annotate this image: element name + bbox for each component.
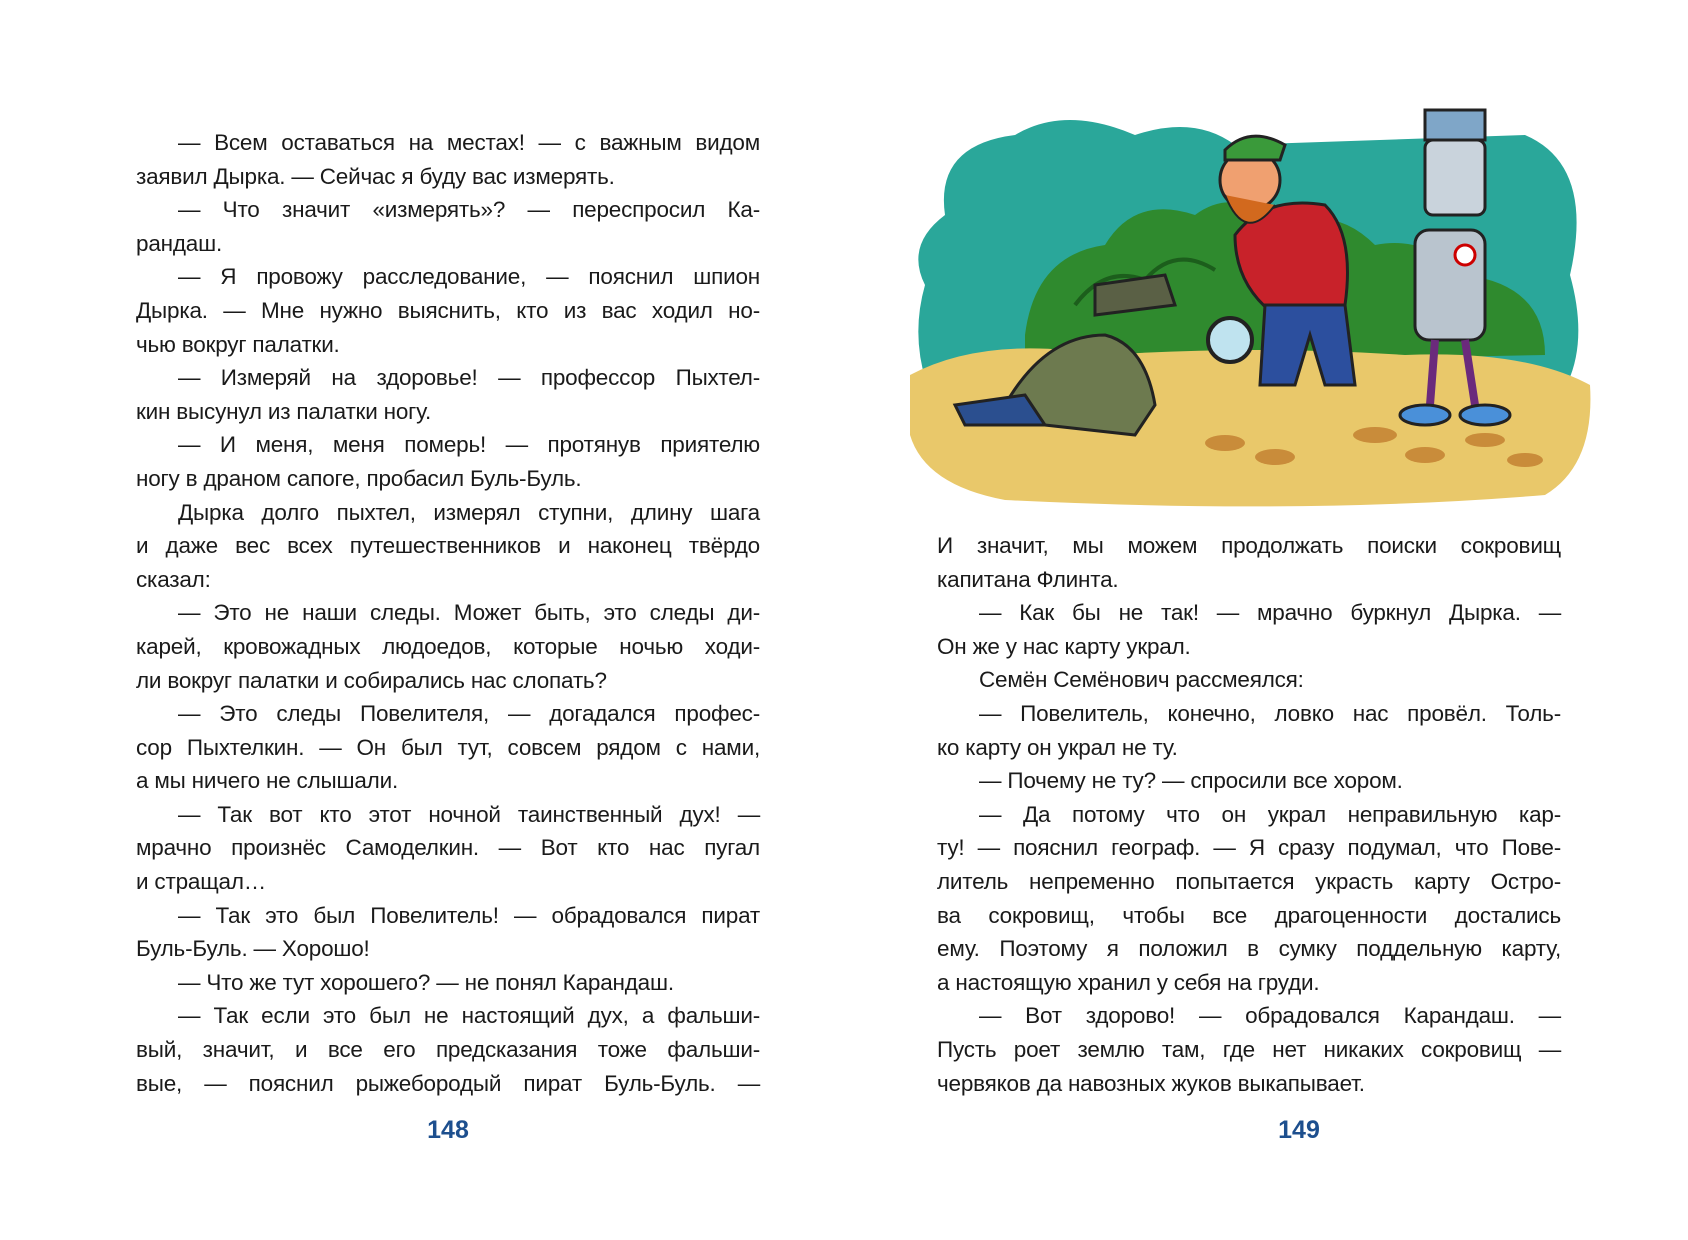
text-line: — И меня, меня померь! — протянув приятелю [178, 432, 760, 458]
text-line: и даже вес всех путешественников и наконец твёрдо [136, 533, 760, 559]
text-line: — Всем оставаться на местах! — с важным видом [178, 130, 760, 155]
text-line: вые, — пояснил рыжебородый пират Буль-Буль. — [136, 1070, 760, 1096]
text-line: ва сокровищ, чтобы все драгоценности достались [937, 902, 1561, 928]
illustration-detectives-footprints [905, 105, 1595, 510]
text-line: ему. Поэтому я положил в сумку поддельную карту, [937, 936, 1561, 962]
text-line: Дырка долго пыхтел, измерял ступни, длину шага [178, 499, 760, 525]
text-line: — Повелитель, конечно, ловко нас провёл. Толь- [979, 700, 1561, 726]
text-line: литель непременно попытается украсть карту Остро- [937, 868, 1561, 894]
text-line: ли вокруг палатки и собирались нас слопать? [136, 667, 607, 693]
text-line: червяков да навозных жуков выкапывает. [937, 1070, 1365, 1096]
text-line: Семён Семёнович рассмеялся: [979, 667, 1304, 693]
text-line: — Вот здорово! — обрадовался Карандаш. — [979, 1003, 1561, 1029]
text-line: кин высунул из палатки ногу. [136, 398, 432, 424]
text-line: и стращал… [136, 869, 267, 895]
right-page [844, 0, 1688, 1240]
text-line: И значит, мы можем продолжать поиски сокровищ [937, 533, 1561, 558]
text-line: карей, кровожадных людоедов, которые ночью ходи- [136, 633, 760, 659]
page-text [136, 126, 760, 1100]
text-line: — Так вот кто этот ночной таинственный дух! — [178, 801, 760, 827]
text-line: заявил Дырка. — Сейчас я буду вас измерять. [136, 163, 615, 189]
text-line: вый, значит, и все его предсказания тоже фальши- [136, 1037, 760, 1063]
text-line: — Что значит «измерять»? — переспросил Ка- [178, 197, 760, 223]
text-line: Дырка. — Мне нужно выяснить, кто из вас ходил но- [136, 297, 760, 323]
text-line: — Да потому что он украл неправильную кар- [979, 801, 1561, 827]
page-number: 148 [427, 1116, 469, 1144]
text-line: сказал: [136, 566, 211, 592]
text-line: ту! — пояснил географ. — Я сразу подумал, что Пове- [937, 835, 1561, 861]
text-line: — Что же тут хорошего? — не понял Карандаш. [178, 969, 674, 995]
text-line: капитана Флинта. [937, 566, 1119, 592]
text-line: Буль-Буль. — Хорошо! [136, 936, 370, 962]
text-line: — Так это был Повелитель! — обрадовался пират [178, 902, 760, 928]
text-line: — Почему не ту? — спросили все хором. [979, 768, 1403, 794]
page-text [937, 529, 1561, 1100]
text-line: — Это следы Повелителя, — догадался профес- [178, 701, 760, 727]
text-line: — Это не наши следы. Может быть, это следы ди- [178, 600, 760, 626]
text-line: Пусть роет землю там, где нет никаких сокровищ — [937, 1036, 1561, 1062]
text-line: чью вокруг палатки. [136, 331, 340, 357]
text-line: а мы ничего не слышали. [136, 768, 399, 794]
page-number: 149 [1278, 1116, 1320, 1144]
text-line: а настоящую хранил у себя на груди. [937, 969, 1320, 995]
text-line: Он же у нас карту украл. [937, 633, 1191, 659]
sandy-ground [910, 348, 1590, 506]
text-line: ногу в драном сапоге, пробасил Буль-Буль. [136, 465, 582, 491]
text-line: ко карту он украл не ту. [937, 734, 1178, 760]
text-line: — Как бы не так! — мрачно буркнул Дырка. — [979, 600, 1561, 626]
text-line: — Измеряй на здоровье! — профессор Пыхтел- [178, 365, 760, 391]
text-line: — Так если это был не настоящий дух, а фальши- [178, 1003, 760, 1029]
text-line: рандаш. [136, 230, 222, 256]
text-line: сор Пыхтелкин. — Он был тут, совсем рядом с нами, [136, 734, 760, 760]
text-line: мрачно произнёс Самоделкин. — Вот кто нас пугал [136, 835, 760, 861]
text-line: — Я провожу расследование, — пояснил шпион [178, 264, 760, 290]
